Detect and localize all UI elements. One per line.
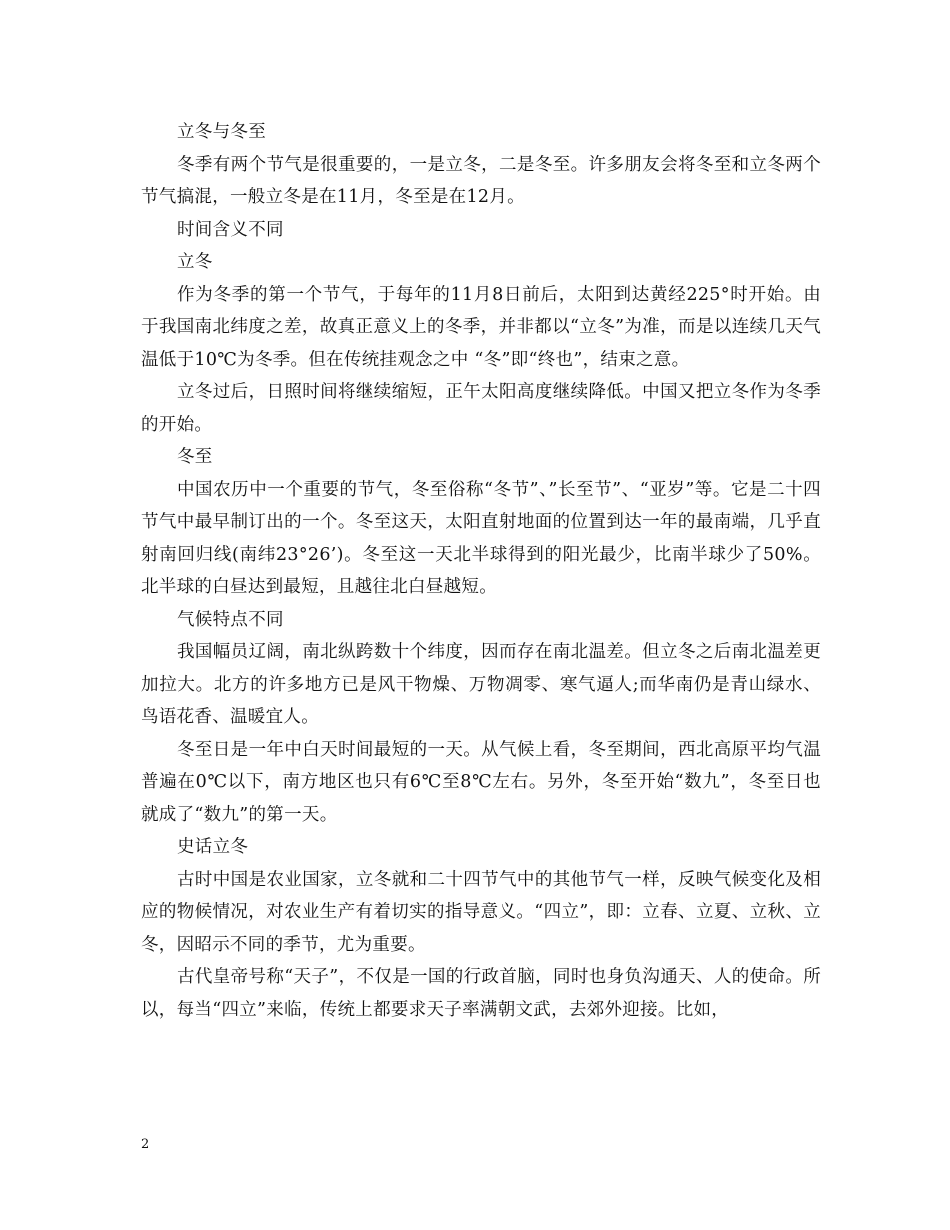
paragraph-history-emperor: 古代皇帝号称“天子”，不仅是一国的行政首脑，同时也身负沟通天、人的使命。所以，每当“四立”来临，传统上都要求天子率满朝文武，去郊外迎接。比如， bbox=[141, 967, 821, 1020]
paragraph-lidong-definition: 作为冬季的第一个节气，于每年的11月8日前后，太阳到达黄经225°时开始。由于我国南北纬度之差，故真正意义上的冬季，并非都以“立冬”为准，而是以连续几天气温低于10℃为冬季。但在传统挂观念之中 “冬”即“终也”，结束之意。 bbox=[141, 284, 821, 370]
heading-lidong: 立冬 bbox=[177, 252, 213, 272]
heading-history: 史话立冬 bbox=[177, 837, 249, 857]
heading-time-meaning: 时间含义不同 bbox=[177, 219, 284, 240]
paragraph-dongzhi-definition: 中国农历中一个重要的节气，冬至俗称“冬节”、”长至节”、“亚岁”等。它是二十四节气中最早制订出的一个。冬至这天，太阳直射地面的位置到达一年的最南端，几乎直射南回归线(南纬23°26’)。冬至这一天北半球得到的阳光最少，比南半球少了50%。北半球的白昼达到最短，且越往北白昼越短。 bbox=[141, 479, 821, 597]
heading-dongzhi: 冬至 bbox=[177, 447, 213, 467]
heading-climate: 气候特点不同 bbox=[177, 609, 284, 630]
paragraph-climate-dongzhi: 冬至日是一年中白天时间最短的一天。从气候上看，冬至期间，西北高原平均气温普遍在0℃以下，南方地区也只有6℃至8℃左右。另外，冬至开始“数九”，冬至日也就成了“数九”的第一天。 bbox=[141, 739, 821, 825]
paragraph-intro: 冬季有两个节气是很重要的，一是立冬，二是冬至。许多朋友会将冬至和立冬两个节气搞混，一般立冬是在11月，冬至是在12月。 bbox=[141, 154, 821, 207]
document-body bbox=[141, 116, 821, 1026]
paragraph-history-agriculture: 古时中国是农业国家，立冬就和二十四节气中的其他节气一样，反映气候变化及相应的物候情况，对农业生产有着切实的指导意义。“四立”，即：立春、立夏、立秋、立冬，因昭示不同的季节，尤为重要。 bbox=[141, 869, 821, 955]
paragraph-climate-lidong: 我国幅员辽阔，南北纵跨数十个纬度，因而存在南北温差。但立冬之后南北温差更加拉大。北方的许多地方已是风干物燥、万物凋零、寒气逼人;而华南仍是青山绿水、鸟语花香、温暖宜人。 bbox=[141, 642, 821, 727]
paragraph-lidong-after: 立冬过后，日照时间将继续缩短，正午太阳高度继续降低。中国又把立冬作为冬季的开始。 bbox=[141, 382, 821, 435]
heading-title: 立冬与冬至 bbox=[177, 122, 266, 142]
page-number: 2 bbox=[141, 1137, 150, 1152]
